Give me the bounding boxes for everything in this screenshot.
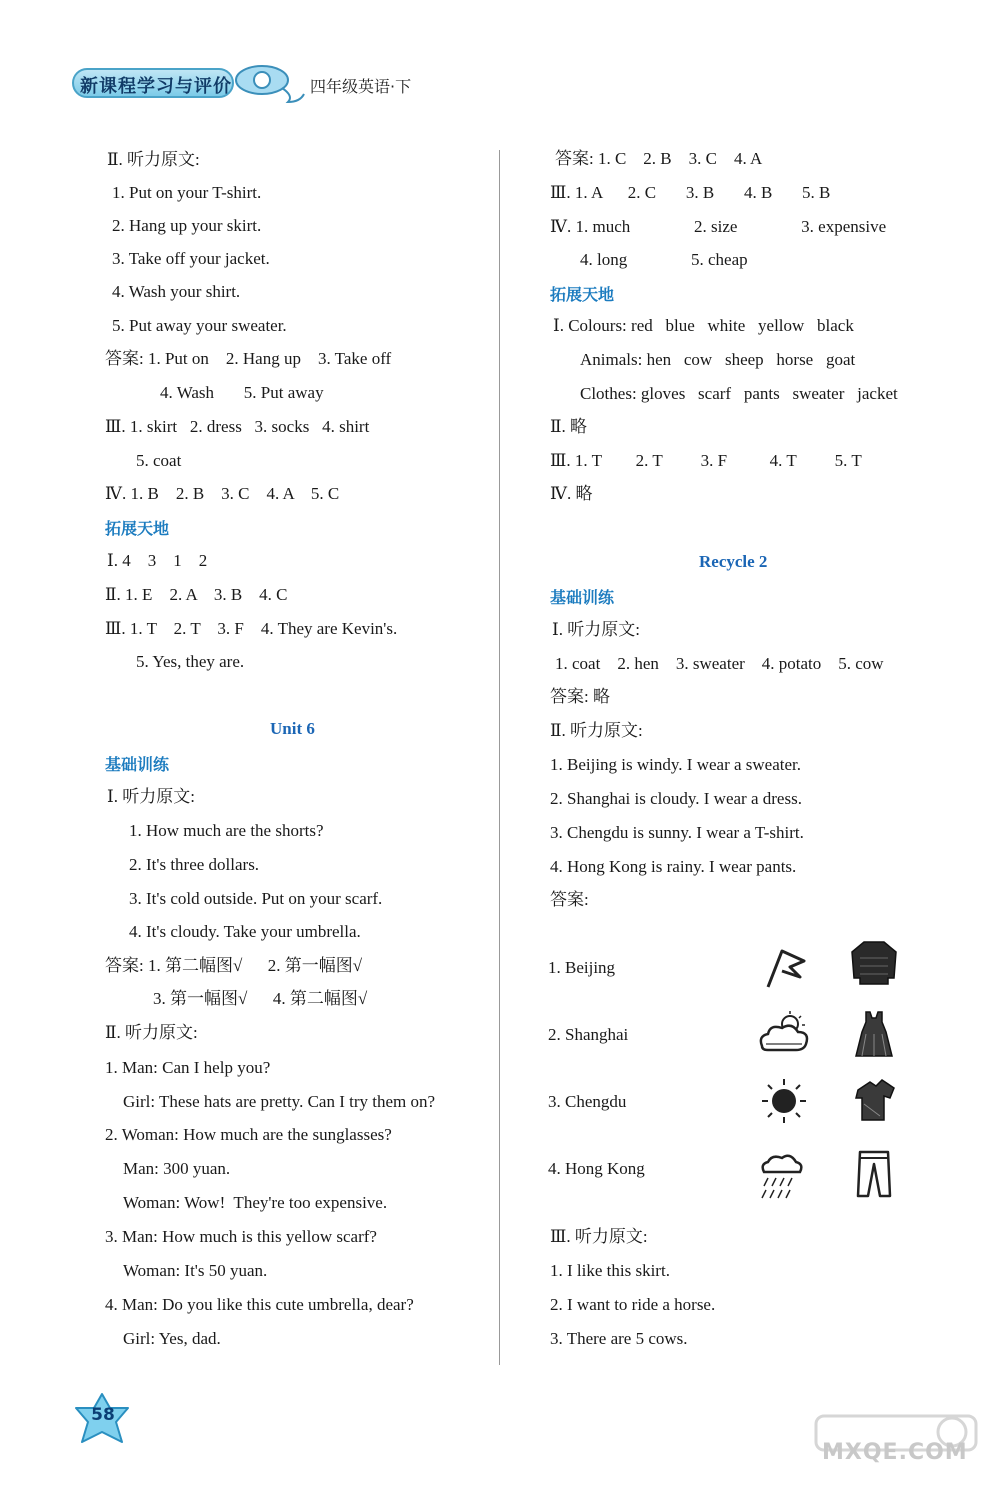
text-line: 1. I like this skirt. (550, 1261, 670, 1280)
text-line: Ⅲ. 听力原文: (550, 1227, 648, 1246)
dress-icon (852, 1010, 896, 1058)
text-line: Ⅲ. 1. skirt 2. dress 3. socks 4. shirt (105, 417, 370, 436)
sunny-icon (760, 1077, 808, 1125)
text-line: 5. Put away your sweater. (112, 316, 287, 335)
text-line: Ⅱ. 1. E 2. A 3. B 4. C (105, 585, 288, 604)
text-line: Ⅳ. 1. B 2. B 3. C 4. A 5. C (105, 484, 340, 503)
text-line: Animals: hen cow sheep horse goat (580, 350, 856, 369)
windy-icon (760, 945, 810, 989)
text-line: 3. 第一幅图√ 4. 第二幅图√ (153, 989, 368, 1008)
text-line: Ⅳ. 1. much 2. size 3. expensive (550, 217, 887, 236)
text-line: 2. Woman: How much are the sunglasses? (105, 1125, 392, 1144)
answer-label: 3. Chengdu (548, 1092, 627, 1111)
text-line: 答案: 1. Put on 2. Hang up 3. Take off (105, 349, 392, 368)
text-line: 3. Man: How much is this yellow scarf? (105, 1227, 377, 1246)
text-line: Girl: Yes, dad. (123, 1329, 221, 1348)
text-line: Ⅱ. 听力原文: (550, 721, 643, 740)
text-line: 1. coat 2. hen 3. sweater 4. potato 5. cow (555, 654, 884, 673)
text-line: 3. Chengdu is sunny. I wear a T-shirt. (550, 823, 804, 842)
text-line: 2. I want to ride a horse. (550, 1295, 716, 1314)
header-subtitle: 四年级英语·下 (310, 77, 412, 96)
text-line: 2. Hang up your skirt. (112, 216, 262, 235)
text-line: 答案: 1. 第二幅图√ 2. 第一幅图√ (105, 956, 363, 975)
text-line: Ⅱ. 略 (550, 417, 588, 436)
section-heading: 基础训练 (105, 755, 170, 774)
text-line: 1. Beijing is windy. I wear a sweater. (550, 755, 801, 774)
text-line: Ⅱ. 听力原文: (105, 1023, 198, 1042)
section-heading: 基础训练 (550, 588, 615, 607)
answer-label: 1. Beijing (548, 958, 616, 977)
text-line: 3. Take off your jacket. (112, 249, 270, 268)
text-line: 4. long 5. cheap (580, 250, 748, 269)
sweater-icon (850, 938, 898, 986)
text-line: Ⅳ. 略 (550, 484, 593, 503)
section-heading: 拓展天地 (105, 519, 170, 538)
text-line: Ⅲ. 1. A 2. C 3. B 4. B 5. B (550, 183, 831, 202)
text-line: Ⅲ. 1. T 2. T 3. F 4. T 5. T (550, 451, 862, 470)
text-line: 4. Wash your shirt. (112, 282, 241, 301)
tshirt-icon (852, 1078, 896, 1122)
text-line: Ⅲ. 1. T 2. T 3. F 4. They are Kevin's. (105, 619, 398, 638)
text-line: 1. Man: Can I help you? (105, 1058, 271, 1077)
text-line: 3. It's cold outside. Put on your scarf. (129, 889, 383, 908)
unit-heading: Recycle 2 (699, 552, 768, 571)
watermark-text: MXQE.COM (822, 1440, 968, 1465)
text-line: 答案: 略 (550, 687, 610, 706)
section-heading: 拓展天地 (550, 285, 615, 304)
text-line: 4. It's cloudy. Take your umbrella. (129, 922, 361, 941)
text-line: Clothes: gloves scarf pants sweater jacket (580, 384, 898, 403)
camera-deco-icon (232, 62, 312, 106)
text-line: 答案: (550, 890, 589, 909)
answer-label: 2. Shanghai (548, 1025, 629, 1044)
text-line: 4. Hong Kong is rainy. I wear pants. (550, 857, 797, 876)
text-line: 2. Shanghai is cloudy. I wear a dress. (550, 789, 802, 808)
text-line: Woman: It's 50 yuan. (123, 1261, 268, 1280)
text-line: 5. Yes, they are. (136, 652, 245, 671)
pants-icon (854, 1150, 894, 1200)
text-line: Girl: These hats are pretty. Can I try them on? (123, 1092, 436, 1111)
unit-heading: Unit 6 (270, 719, 315, 738)
text-line: 5. coat (136, 451, 182, 470)
text-line: Woman: Wow! They're too expensive. (123, 1193, 388, 1212)
text-line: 2. It's three dollars. (129, 855, 260, 874)
text-line: 答案: 1. C 2. B 3. C 4. A (555, 149, 763, 168)
text-line: Ⅱ. 听力原文: (107, 150, 200, 169)
text-line: Ⅰ. 听力原文: (107, 787, 195, 806)
page-number: 58 (91, 1405, 115, 1425)
text-line: 4. Man: Do you like this cute umbrella, dear? (105, 1295, 414, 1314)
cloudy-icon (756, 1010, 812, 1056)
text-line: Ⅰ. 听力原文: (552, 620, 640, 639)
rainy-icon (756, 1150, 806, 1200)
text-line: 4. Wash 5. Put away (160, 383, 324, 402)
page-header (72, 62, 512, 106)
header-title: 新课程学习与评价 (80, 76, 232, 97)
text-line: Man: 300 yuan. (123, 1159, 231, 1178)
text-line: Ⅰ. 4 3 1 2 (107, 551, 208, 570)
text-line: 1. Put on your T-shirt. (112, 183, 262, 202)
text-line: Ⅰ. Colours: red blue white yellow black (553, 316, 854, 335)
column-divider (499, 150, 500, 1365)
text-line: 3. There are 5 cows. (550, 1329, 688, 1348)
text-line: 1. How much are the shorts? (129, 821, 324, 840)
answer-label: 4. Hong Kong (548, 1159, 645, 1178)
